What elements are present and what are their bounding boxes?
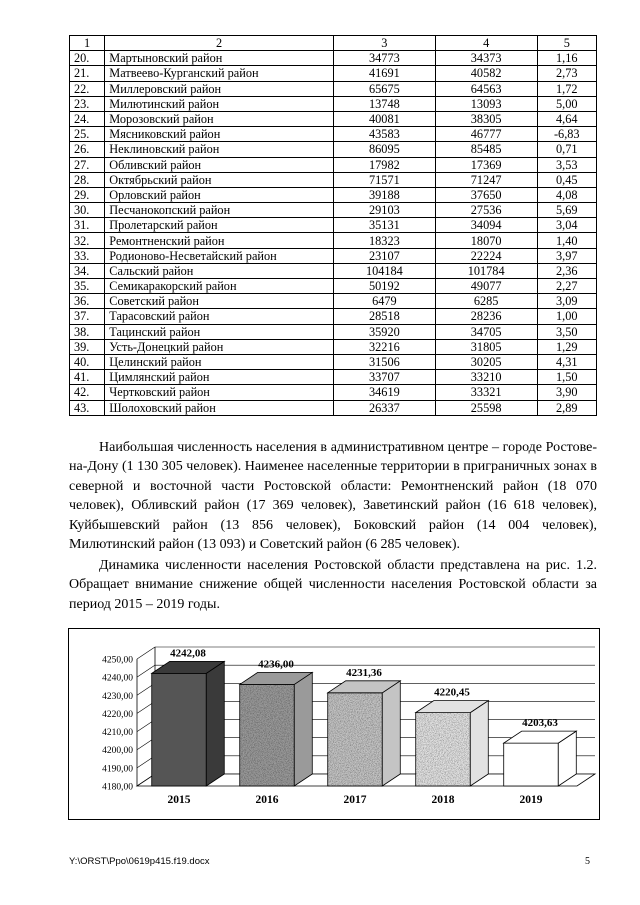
row-number: 27. [70, 157, 105, 172]
change-percent: 3,50 [537, 324, 596, 339]
population-start: 32216 [334, 339, 436, 354]
paragraph-population-dynamics: Динамика численности населения Ростовской области представлена на рис. 1.2. Обращает внимание снижение общей численности населения Ростовской области за период 2015 – 2019 годы. [69, 558, 597, 612]
bar-texture [240, 684, 295, 786]
population-end: 22224 [435, 248, 537, 263]
bar-side [382, 681, 400, 786]
population-end: 34094 [435, 218, 537, 233]
change-percent: 4,08 [537, 187, 596, 202]
population-start: 65675 [334, 81, 436, 96]
table-row [70, 187, 597, 202]
district-name: Тарасовский район [105, 309, 334, 324]
population-end: 101784 [435, 263, 537, 278]
data-label: 4236,00 [258, 658, 294, 671]
table-row [70, 324, 597, 339]
table-row [70, 248, 597, 263]
table-row [70, 294, 597, 309]
population-start: 39188 [334, 187, 436, 202]
population-end: 25598 [435, 400, 537, 415]
y-tick-label: 4190,00 [102, 764, 133, 775]
district-name: Советский район [105, 294, 334, 309]
row-number: 26. [70, 142, 105, 157]
population-start: 104184 [334, 263, 436, 278]
table-header-cell: 5 [537, 36, 596, 51]
row-number: 20. [70, 51, 105, 66]
table-row [70, 81, 597, 96]
y-tick-label: 4230,00 [102, 691, 133, 702]
population-start: 29103 [334, 203, 436, 218]
district-name: Мясниковский район [105, 127, 334, 142]
table-row [70, 96, 597, 111]
district-name: Ремонтненский район [105, 233, 334, 248]
y-tick-label: 4220,00 [102, 709, 133, 720]
row-number: 37. [70, 309, 105, 324]
table-row [70, 263, 597, 278]
table-row [70, 309, 597, 324]
change-percent: 2,73 [537, 66, 596, 81]
paragraph-population-leaders: Наибольшая численность населения в административном центре – городе Ростове-на-Дону (1 130 305 человек). Наименее населенные территории в приграничных зонах в северной и восточной части Ростовской области: Ремонтненский район (18 070 человек), Обливский район (17 369 человек), Заветинский район (16 618 человек), Куйбышевский район (13 856 человек), Боковский район (14 004 человек), Милютинский район (13 093) и Советский район (6 285 человек). [69, 440, 597, 553]
district-name: Милютинский район [105, 96, 334, 111]
population-start: 26337 [334, 400, 436, 415]
row-number: 32. [70, 233, 105, 248]
population-start: 23107 [334, 248, 436, 263]
row-number: 36. [70, 294, 105, 309]
change-percent: 3,09 [537, 294, 596, 309]
table-row [70, 142, 597, 157]
data-label: 4231,36 [346, 666, 382, 679]
change-percent: 1,40 [537, 233, 596, 248]
table-row [70, 157, 597, 172]
page-number: 5 [585, 856, 590, 867]
row-number: 35. [70, 279, 105, 294]
gridline-side [137, 647, 155, 659]
x-tick-label: 2019 [519, 794, 543, 806]
population-end: 85485 [435, 142, 537, 157]
y-tick-label: 4180,00 [102, 782, 133, 793]
y-tick-label: 4240,00 [102, 673, 133, 684]
district-name: Усть-Донецкий район [105, 339, 334, 354]
table-header-cell: 1 [70, 36, 105, 51]
table-row [70, 354, 597, 369]
population-start: 71571 [334, 172, 436, 187]
chart-canvas [69, 629, 599, 819]
district-name: Орловский район [105, 187, 334, 202]
change-percent: 1,50 [537, 370, 596, 385]
table-header-cell: 4 [435, 36, 537, 51]
bar-texture [416, 713, 471, 786]
population-start: 35131 [334, 218, 436, 233]
population-table [69, 35, 597, 416]
row-number: 23. [70, 96, 105, 111]
table-row [70, 127, 597, 142]
population-end: 31805 [435, 339, 537, 354]
row-number: 33. [70, 248, 105, 263]
y-tick-label: 4200,00 [102, 746, 133, 757]
district-name: Миллеровский район [105, 81, 334, 96]
table-row [70, 203, 597, 218]
population-end: 64563 [435, 81, 537, 96]
district-name: Сальский район [105, 263, 334, 278]
change-percent: 3,53 [537, 157, 596, 172]
table-row [70, 51, 597, 66]
bar-texture [328, 693, 383, 786]
district-name: Мартыновский район [105, 51, 334, 66]
bar-front [504, 743, 559, 786]
population-end: 6285 [435, 294, 537, 309]
table-header-row [70, 36, 597, 51]
change-percent: 5,00 [537, 96, 596, 111]
table-row [70, 66, 597, 81]
district-name: Обливский район [105, 157, 334, 172]
change-percent: 2,27 [537, 279, 596, 294]
row-number: 24. [70, 111, 105, 126]
district-name: Песчанокопский район [105, 203, 334, 218]
population-start: 17982 [334, 157, 436, 172]
population-start: 28518 [334, 309, 436, 324]
population-chart [68, 628, 600, 820]
table-row [70, 111, 597, 126]
x-tick-label: 2018 [431, 794, 455, 806]
population-start: 43583 [334, 127, 436, 142]
population-end: 37650 [435, 187, 537, 202]
change-percent: 1,29 [537, 339, 596, 354]
population-end: 13093 [435, 96, 537, 111]
table-row [70, 370, 597, 385]
table-row [70, 172, 597, 187]
change-percent: 0,71 [537, 142, 596, 157]
footer-file-path: Y:\ORST\Ppo\0619p415.f19.docx [69, 856, 210, 867]
row-number: 41. [70, 370, 105, 385]
bar-side [470, 701, 488, 786]
population-end: 18070 [435, 233, 537, 248]
population-end: 40582 [435, 66, 537, 81]
bar-side [206, 661, 224, 786]
population-start: 35920 [334, 324, 436, 339]
population-end: 17369 [435, 157, 537, 172]
population-start: 40081 [334, 111, 436, 126]
change-percent: 3,04 [537, 218, 596, 233]
row-number: 38. [70, 324, 105, 339]
district-name: Тацинский район [105, 324, 334, 339]
district-name: Родионово-Несветайский район [105, 248, 334, 263]
change-percent: 2,89 [537, 400, 596, 415]
district-name: Октябрьский район [105, 172, 334, 187]
population-start: 34773 [334, 51, 436, 66]
district-name: Цимлянский район [105, 370, 334, 385]
population-start: 31506 [334, 354, 436, 369]
population-end: 30205 [435, 354, 537, 369]
population-end: 27536 [435, 203, 537, 218]
population-end: 71247 [435, 172, 537, 187]
change-percent: 3,97 [537, 248, 596, 263]
population-start: 86095 [334, 142, 436, 157]
change-percent: 1,00 [537, 309, 596, 324]
row-number: 22. [70, 81, 105, 96]
bar-front [152, 673, 207, 786]
population-end: 33321 [435, 385, 537, 400]
row-number: 31. [70, 218, 105, 233]
table-header-cell: 2 [105, 36, 334, 51]
table-row [70, 218, 597, 233]
district-name: Неклиновский район [105, 142, 334, 157]
row-number: 30. [70, 203, 105, 218]
row-number: 42. [70, 385, 105, 400]
change-percent: 5,69 [537, 203, 596, 218]
district-name: Морозовский район [105, 111, 334, 126]
population-start: 6479 [334, 294, 436, 309]
bar-side [294, 672, 312, 786]
change-percent: -6,83 [537, 127, 596, 142]
change-percent: 2,36 [537, 263, 596, 278]
y-tick-label: 4250,00 [102, 655, 133, 666]
district-name: Шолоховский район [105, 400, 334, 415]
row-number: 40. [70, 354, 105, 369]
district-name: Целинский район [105, 354, 334, 369]
population-start: 33707 [334, 370, 436, 385]
population-start: 13748 [334, 96, 436, 111]
change-percent: 0,45 [537, 172, 596, 187]
population-end: 33210 [435, 370, 537, 385]
row-number: 43. [70, 400, 105, 415]
x-tick-label: 2016 [255, 794, 279, 806]
data-label: 4203,63 [522, 717, 558, 730]
table-row [70, 279, 597, 294]
table-row [70, 400, 597, 415]
row-number: 28. [70, 172, 105, 187]
row-number: 34. [70, 263, 105, 278]
population-end: 34705 [435, 324, 537, 339]
population-end: 34373 [435, 51, 537, 66]
change-percent: 1,72 [537, 81, 596, 96]
table-row [70, 339, 597, 354]
change-percent: 3,90 [537, 385, 596, 400]
district-name: Чертковский район [105, 385, 334, 400]
x-tick-label: 2017 [343, 794, 367, 806]
population-end: 38305 [435, 111, 537, 126]
table-row [70, 233, 597, 248]
row-number: 25. [70, 127, 105, 142]
row-number: 29. [70, 187, 105, 202]
data-label: 4220,45 [434, 686, 470, 699]
change-percent: 4,64 [537, 111, 596, 126]
y-tick-label: 4210,00 [102, 728, 133, 739]
population-end: 46777 [435, 127, 537, 142]
population-start: 34619 [334, 385, 436, 400]
population-start: 41691 [334, 66, 436, 81]
population-start: 50192 [334, 279, 436, 294]
change-percent: 1,16 [537, 51, 596, 66]
population-end: 28236 [435, 309, 537, 324]
x-tick-label: 2015 [167, 794, 191, 806]
table-header-cell: 3 [334, 36, 436, 51]
table-row [70, 385, 597, 400]
district-name: Матвеево-Курганский район [105, 66, 334, 81]
data-label: 4242,08 [170, 647, 206, 660]
row-number: 21. [70, 66, 105, 81]
district-name: Семикаракорский район [105, 279, 334, 294]
row-number: 39. [70, 339, 105, 354]
population-end: 49077 [435, 279, 537, 294]
district-name: Пролетарский район [105, 218, 334, 233]
population-start: 18323 [334, 233, 436, 248]
change-percent: 4,31 [537, 354, 596, 369]
